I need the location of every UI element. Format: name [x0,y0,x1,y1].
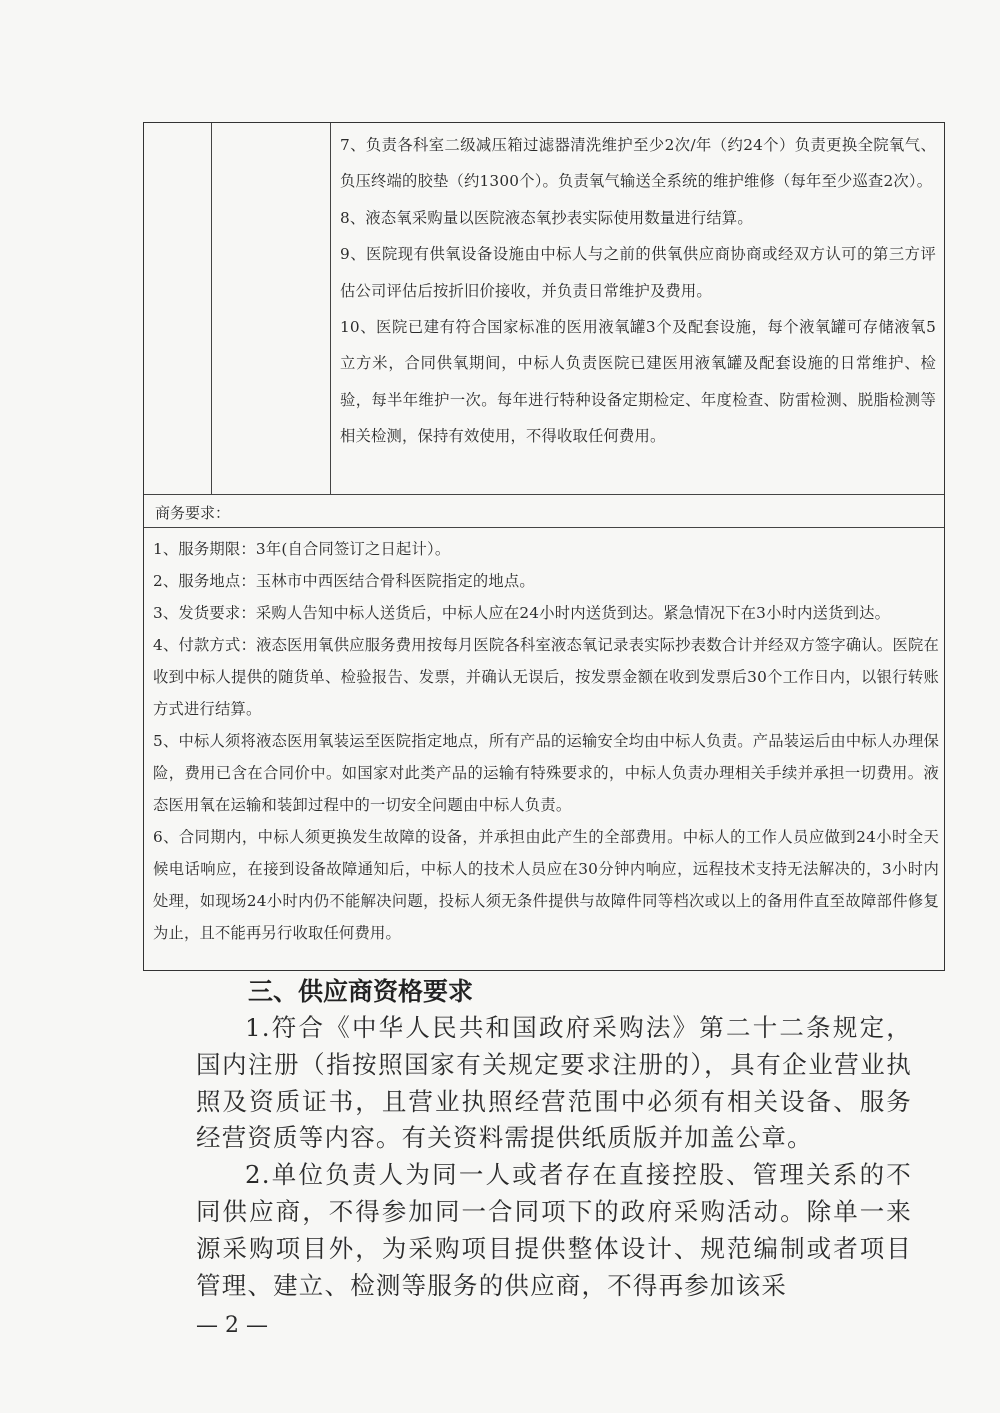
business-requirements-list [153,533,939,949]
business-item: 5、中标人须将液态医用氧装运至医院指定地点，所有产品的运输安全均由中标人负责。产品装运后由中标人办理保险，费用已含在合同价中。如国家对此类产品的运输有特殊要求的，中标人负责办理相关手续并承担一切费用。液态医用氧在运输和装卸过程中的一切安全问题由中标人负责。 [153,732,939,814]
technical-requirements-cell [340,127,936,455]
table-row-divider [144,527,944,528]
table-column-divider [330,123,331,494]
business-item: 2、服务地点：玉林市中西医结合骨科医院指定的地点。 [153,572,535,590]
business-requirements-title: 商务要求： [155,504,231,522]
table-row-divider [144,494,944,495]
page-number: — 2 — [196,1313,268,1338]
tech-item: 8、液态氧采购量以医院液态氧抄表实际使用数量进行结算。 [340,208,753,227]
business-item: 6、合同期内，中标人须更换发生故障的设备，并承担由此产生的全部费用。中标人的工作人员应做到24小时全天候电话响应，在接到设备故障通知后，中标人的技术人员应在30分钟内响应，远程技术支持无法解决的，3小时内处理，如现场24小时内仍不能解决问题，投标人须无条件提供与故障件同等档次或以上的备用件直至故障部件修复为止，且不能再另行收取任何费用。 [153,828,939,942]
table-column-divider [211,123,212,494]
tech-item: 10、医院已建有符合国家标准的医用液氧罐3个及配套设施，每个液氧罐可存储液氧5立方米，合同供氧期间，中标人负责医院已建医用液氧罐及配套设施的日常维护、检验，每半年维护一次。每年进行特种设备定期检定、年度检查、防雷检测、脱脂检测等相关检测，保持有效使用，不得收取任何费用。 [340,318,936,446]
tech-item: 7、负责各科室二级减压箱过滤器清洗维护至少2次/年（约24个）负责更换全院氧气、负压终端的胶垫（约1300个）。负责氧气输送全系统的维护维修（每年至少巡查2次）。 [340,136,936,191]
section-body [196,1010,912,1304]
tech-item: 9、医院现有供氧设备设施由中标人与之前的供氧供应商协商或经双方认可的第三方评估公司评估后按折旧价接收，并负责日常维护及费用。 [340,245,936,300]
business-item: 3、发货要求：采购人告知中标人送货后，中标人应在24小时内送货到达。紧急情况下在3小时内送货到达。 [153,604,891,622]
requirements-table [143,122,945,971]
qualification-paragraph: 2.单位负责人为同一人或者存在直接控股、管理关系的不同供应商，不得参加同一合同项下的政府采购活动。除单一来源采购项目外，为采购项目提供整体设计、规范编制或者项目管理、建立、检测等服务的供应商，不得再参加该采 [196,1160,912,1300]
section-heading: 三、供应商资格要求 [248,977,474,1006]
qualification-paragraph: 1.符合《中华人民共和国政府采购法》第二十二条规定，国内注册（指按照国家有关规定要求注册的），具有企业营业执照及资质证书，且营业执照经营范围中必须有相关设备、服务经营资质等内容。有关资料需提供纸质版并加盖公章。 [196,1013,912,1153]
business-item: 1、服务期限：3年(自合同签订之日起计）。 [153,540,451,558]
business-item: 4、付款方式：液态医用氧供应服务费用按每月医院各科室液态氧记录表实际抄表数合计并经双方签字确认。医院在收到中标人提供的随货单、检验报告、发票，并确认无误后，按发票金额在收到发票后30个工作日内，以银行转账方式进行结算。 [153,636,939,718]
